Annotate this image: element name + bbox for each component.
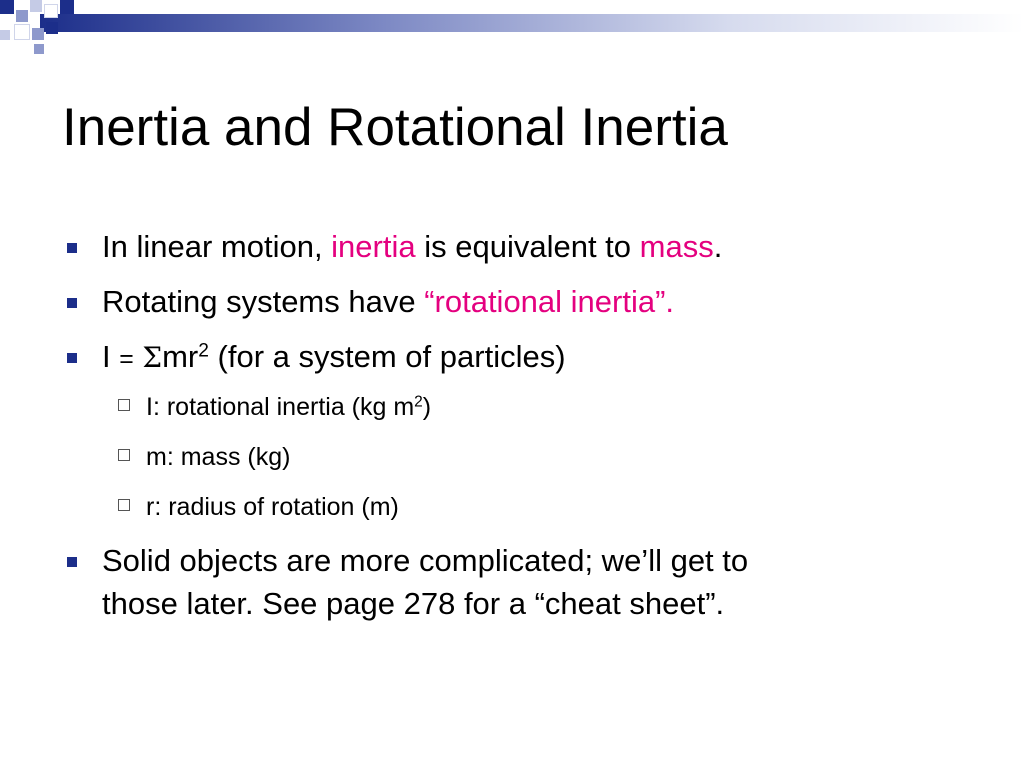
highlight-rotational-inertia: “rotational inertia”.	[424, 283, 675, 319]
square-bullet-icon	[67, 243, 77, 253]
formula-equals: =	[119, 345, 134, 373]
bullet-text: In linear motion,	[102, 229, 332, 264]
bullet-rotating-systems	[62, 281, 962, 324]
square-bullet-icon	[67, 353, 77, 363]
formula-variable: I	[102, 338, 111, 374]
subitem-text: I: rotational inertia (kg m	[146, 393, 415, 422]
bullet-text: Rotating systems have	[102, 283, 425, 319]
slide-body	[62, 226, 962, 638]
subitem-mass	[62, 440, 962, 474]
hollow-square-bullet-icon	[118, 399, 130, 411]
bullet-text: .	[713, 229, 723, 264]
bullet-text: is equivalent to	[415, 229, 640, 264]
slide-title: Inertia and Rotational Inertia	[62, 98, 728, 157]
header-gradient-bar	[40, 14, 1024, 32]
subitem-radius	[62, 490, 962, 524]
bullet-formula	[62, 336, 962, 379]
header-square-pattern	[0, 0, 80, 64]
subitem-exponent: 2	[414, 393, 423, 411]
subitem-text: r: radius of rotation (m)	[146, 493, 399, 522]
highlight-inertia: inertia	[331, 229, 416, 264]
highlight-mass: mass	[639, 229, 714, 264]
sigma-symbol: Σ	[142, 340, 163, 374]
square-bullet-icon	[67, 298, 77, 308]
bullet-linear-motion	[62, 226, 962, 269]
subitem-text-end: )	[422, 393, 432, 422]
bullet-solid-objects	[62, 540, 962, 626]
formula-note: (for a system of particles)	[208, 338, 566, 374]
hollow-square-bullet-icon	[118, 449, 130, 461]
subitem-rotational-inertia	[62, 390, 962, 424]
bullet-text-line-1: Solid objects are more complicated; we’ll get to	[102, 543, 749, 579]
formula-exponent: 2	[198, 339, 209, 361]
formula-expression: mr	[162, 338, 199, 374]
hollow-square-bullet-icon	[118, 499, 130, 511]
square-bullet-icon	[67, 557, 77, 567]
bullet-text-line-2: those later. See page 278 for a “cheat sheet”.	[102, 586, 725, 622]
subitem-text: m: mass (kg)	[146, 443, 291, 472]
